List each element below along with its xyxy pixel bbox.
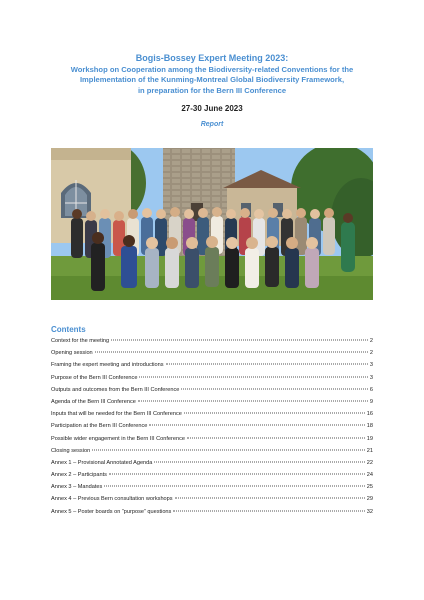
toc-entry-page: 2 — [369, 338, 373, 344]
toc-entry[interactable] — [51, 375, 373, 387]
toc-entry-page: 3 — [369, 374, 373, 381]
report-title: Bogis-Bossey Expert Meeting 2023: — [135, 53, 289, 63]
toc-entry[interactable] — [51, 436, 373, 448]
toc-leader-dots — [149, 425, 364, 426]
toc-entry-label: Framing the expert meeting and introductions — [51, 362, 164, 369]
toc-entry-page: 22 — [366, 459, 373, 466]
toc-entry[interactable] — [51, 411, 373, 423]
toc-entry-label: Agenda of the Bern III Conference — [51, 398, 136, 405]
toc-leader-dots — [95, 352, 368, 353]
toc-entry-label: Opening session — [51, 350, 93, 357]
toc-entry-label: Inputs that will be needed for the Bern III Conference — [51, 411, 182, 418]
toc-leader-dots — [111, 340, 368, 341]
toc-entry-page: 29 — [366, 496, 373, 503]
toc-entry[interactable] — [51, 362, 373, 374]
toc-leader-dots — [184, 413, 365, 414]
toc-entry[interactable] — [51, 484, 373, 496]
toc-entry[interactable] — [51, 460, 373, 472]
toc-leader-dots — [173, 510, 364, 511]
toc-leader-dots — [92, 449, 365, 450]
toc-entry[interactable] — [51, 472, 373, 484]
subtitle-line: Workshop on Cooperation among the Biodiversity-related Conventions for the — [70, 65, 354, 74]
toc-entry-label: Participation at the Bern III Conference — [51, 423, 148, 430]
table-of-contents — [51, 338, 373, 521]
toc-entry-page: 18 — [366, 423, 373, 430]
toc-leader-dots — [181, 388, 367, 389]
toc-entry[interactable] — [51, 423, 373, 435]
toc-entry-page: 25 — [366, 484, 373, 491]
toc-leader-dots — [175, 498, 365, 499]
toc-leader-dots — [154, 461, 364, 462]
report-subtitle — [0, 65, 424, 96]
report-header — [0, 53, 424, 129]
toc-entry[interactable] — [51, 387, 373, 399]
toc-leader-dots — [104, 486, 364, 487]
toc-entry-label: Annex 4 – Previous Bern consultation workshops — [51, 496, 173, 503]
toc-entry-label: Context for the meeting — [51, 338, 110, 344]
report-label: Report — [200, 121, 224, 129]
toc-entry-label: Annex 2 – Participants — [51, 472, 107, 479]
toc-entry-label: Annex 3 – Mandates — [51, 484, 103, 491]
toc-entry[interactable] — [51, 399, 373, 411]
toc-leader-dots — [166, 364, 368, 365]
group-photo-illustration — [51, 148, 373, 300]
toc-entry[interactable] — [51, 350, 373, 362]
toc-entry-page: 6 — [369, 386, 373, 393]
toc-entry[interactable] — [51, 448, 373, 460]
subtitle-line: in preparation for the Bern III Conference — [137, 85, 287, 95]
toc-entry-page: 2 — [369, 350, 373, 357]
toc-entry-page: 16 — [366, 411, 373, 418]
meeting-date: 27-30 June 2023 — [181, 104, 243, 114]
toc-leader-dots — [187, 437, 365, 438]
toc-leader-dots — [138, 400, 368, 401]
toc-leader-dots — [109, 474, 365, 475]
group-photo — [51, 148, 373, 300]
toc-entry-label: Annex 1 – Provisional Annotated Agenda — [51, 459, 153, 466]
toc-entry-page: 21 — [366, 447, 373, 454]
contents-heading: Contents — [51, 325, 86, 334]
toc-entry-label: Annex 5 – Poster boards on “purpose” questions — [51, 508, 172, 515]
toc-entry-page: 24 — [366, 472, 373, 479]
toc-entry[interactable] — [51, 496, 373, 508]
toc-entry-page: 9 — [369, 398, 373, 405]
toc-entry[interactable] — [51, 509, 373, 521]
toc-entry-label: Purpose of the Bern III Conference — [51, 374, 138, 381]
toc-entry-page: 3 — [369, 362, 373, 369]
toc-leader-dots — [139, 376, 367, 377]
toc-entry-page: 19 — [366, 435, 373, 442]
toc-entry-label: Possible wider engagement in the Bern III Conference — [51, 435, 186, 442]
toc-entry-label: Closing session — [51, 447, 91, 454]
subtitle-line: Implementation of the Kunming-Montreal Global Biodiversity Framework, — [79, 75, 345, 85]
toc-entry-page: 32 — [366, 508, 373, 515]
toc-entry-label: Outputs and outcomes from the Bern III Conference — [51, 386, 180, 393]
toc-entry[interactable] — [51, 338, 373, 350]
